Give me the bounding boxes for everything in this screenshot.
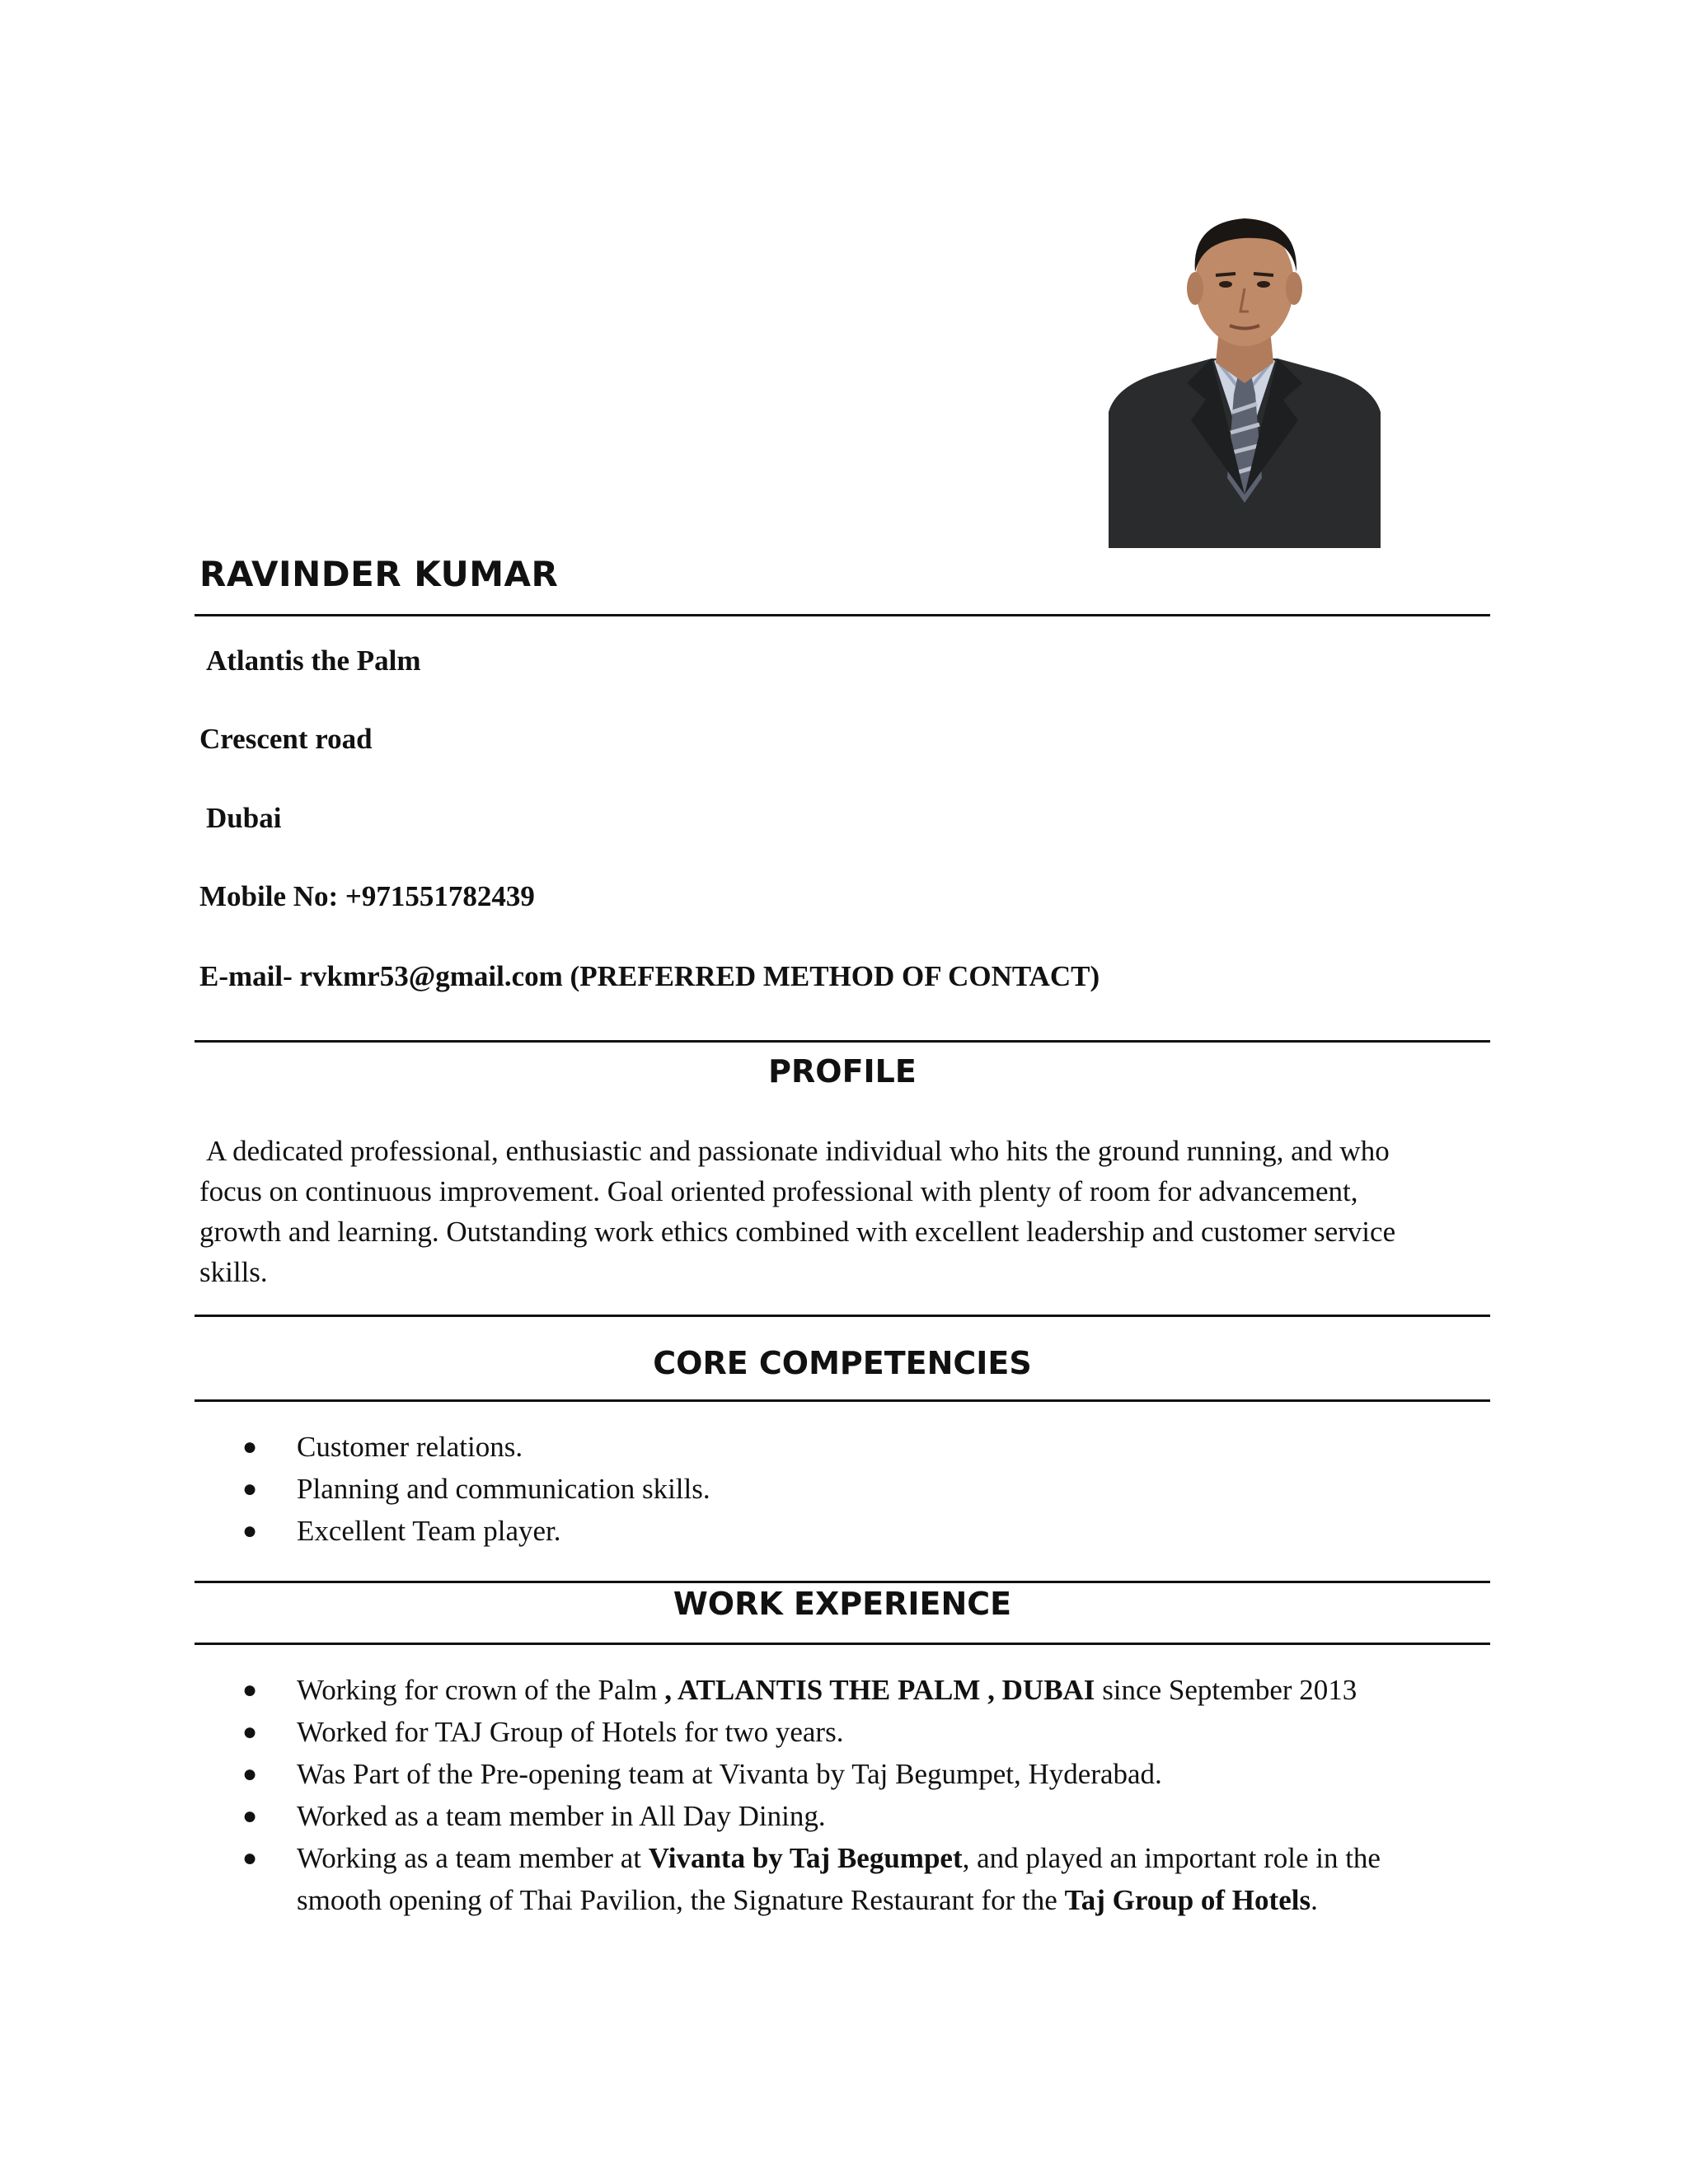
core-competencies-heading: CORE COMPETENCIES (653, 1345, 1032, 1381)
bullet-icon: ● (242, 1802, 258, 1830)
bullet-icon: ● (242, 1676, 258, 1704)
portrait-image (1109, 206, 1381, 548)
experience-list (199, 1669, 1490, 1921)
profile-line: growth and learning. Outstanding work ethics combined with excellent leadership and customer service (199, 1216, 1396, 1248)
list-item: ● Customer relations. (199, 1426, 1490, 1468)
divider (195, 1643, 1490, 1645)
bullet-icon: ● (242, 1760, 258, 1788)
list-item: ● Planning and communication skills. (199, 1468, 1490, 1510)
hotel-name: Vivanta by Taj Begumpet (648, 1842, 963, 1874)
divider (195, 1040, 1490, 1043)
profile-photo (1109, 206, 1381, 548)
hotel-group-name: Taj Group of Hotels (1064, 1884, 1311, 1916)
bullet-icon: ● (242, 1517, 258, 1544)
profile-summary (199, 1131, 1485, 1292)
address-line-2: Crescent road (199, 723, 373, 755)
email-contact: E-mail- rvkmr53@gmail.com (PREFERRED METHOD OF CONTACT) (199, 960, 1100, 992)
candidate-name: RAVINDER KUMAR (199, 554, 559, 594)
profile-line: A dedicated professional, enthusiastic and passionate individual who hits the ground running, and who (206, 1135, 1390, 1167)
divider (195, 614, 1490, 616)
list-item: ● Working for crown of the Palm , ATLANTIS THE PALM , DUBAI since September 2013 (199, 1669, 1490, 1711)
bullet-icon: ● (242, 1718, 258, 1746)
address-city: Dubai (206, 802, 282, 834)
list-item: ● Excellent Team player. (199, 1510, 1490, 1552)
divider (195, 1581, 1490, 1583)
competencies-list (199, 1426, 1490, 1552)
mobile-number: Mobile No: +971551782439 (199, 880, 535, 912)
list-item: ● Worked for TAJ Group of Hotels for two years. (199, 1711, 1490, 1753)
address-line-1: Atlantis the Palm (206, 644, 421, 677)
profile-line: skills. (199, 1256, 268, 1288)
employer-name: , ATLANTIS THE PALM , DUBAI (664, 1674, 1095, 1706)
bullet-icon: ● (242, 1475, 258, 1502)
divider (195, 1399, 1490, 1402)
list-item: ● Was Part of the Pre-opening team at Vivanta by Taj Begumpet, Hyderabad. (199, 1753, 1490, 1795)
list-item: ● Worked as a team member in All Day Dining. (199, 1795, 1490, 1837)
bullet-icon: ● (242, 1433, 258, 1460)
list-item: ● Working as a team member at Vivanta by Taj Begumpet, and played an important role in the smooth opening of Thai Pavilion, the Signature Restaurant for the Taj Group of Hotels. (199, 1837, 1490, 1921)
work-experience-heading: WORK EXPERIENCE (673, 1586, 1012, 1622)
divider (195, 1315, 1490, 1317)
bullet-icon: ● (242, 1844, 258, 1872)
profile-line: focus on continuous improvement. Goal oriented professional with plenty of room for advancement, (199, 1175, 1358, 1207)
profile-heading: PROFILE (768, 1053, 917, 1090)
